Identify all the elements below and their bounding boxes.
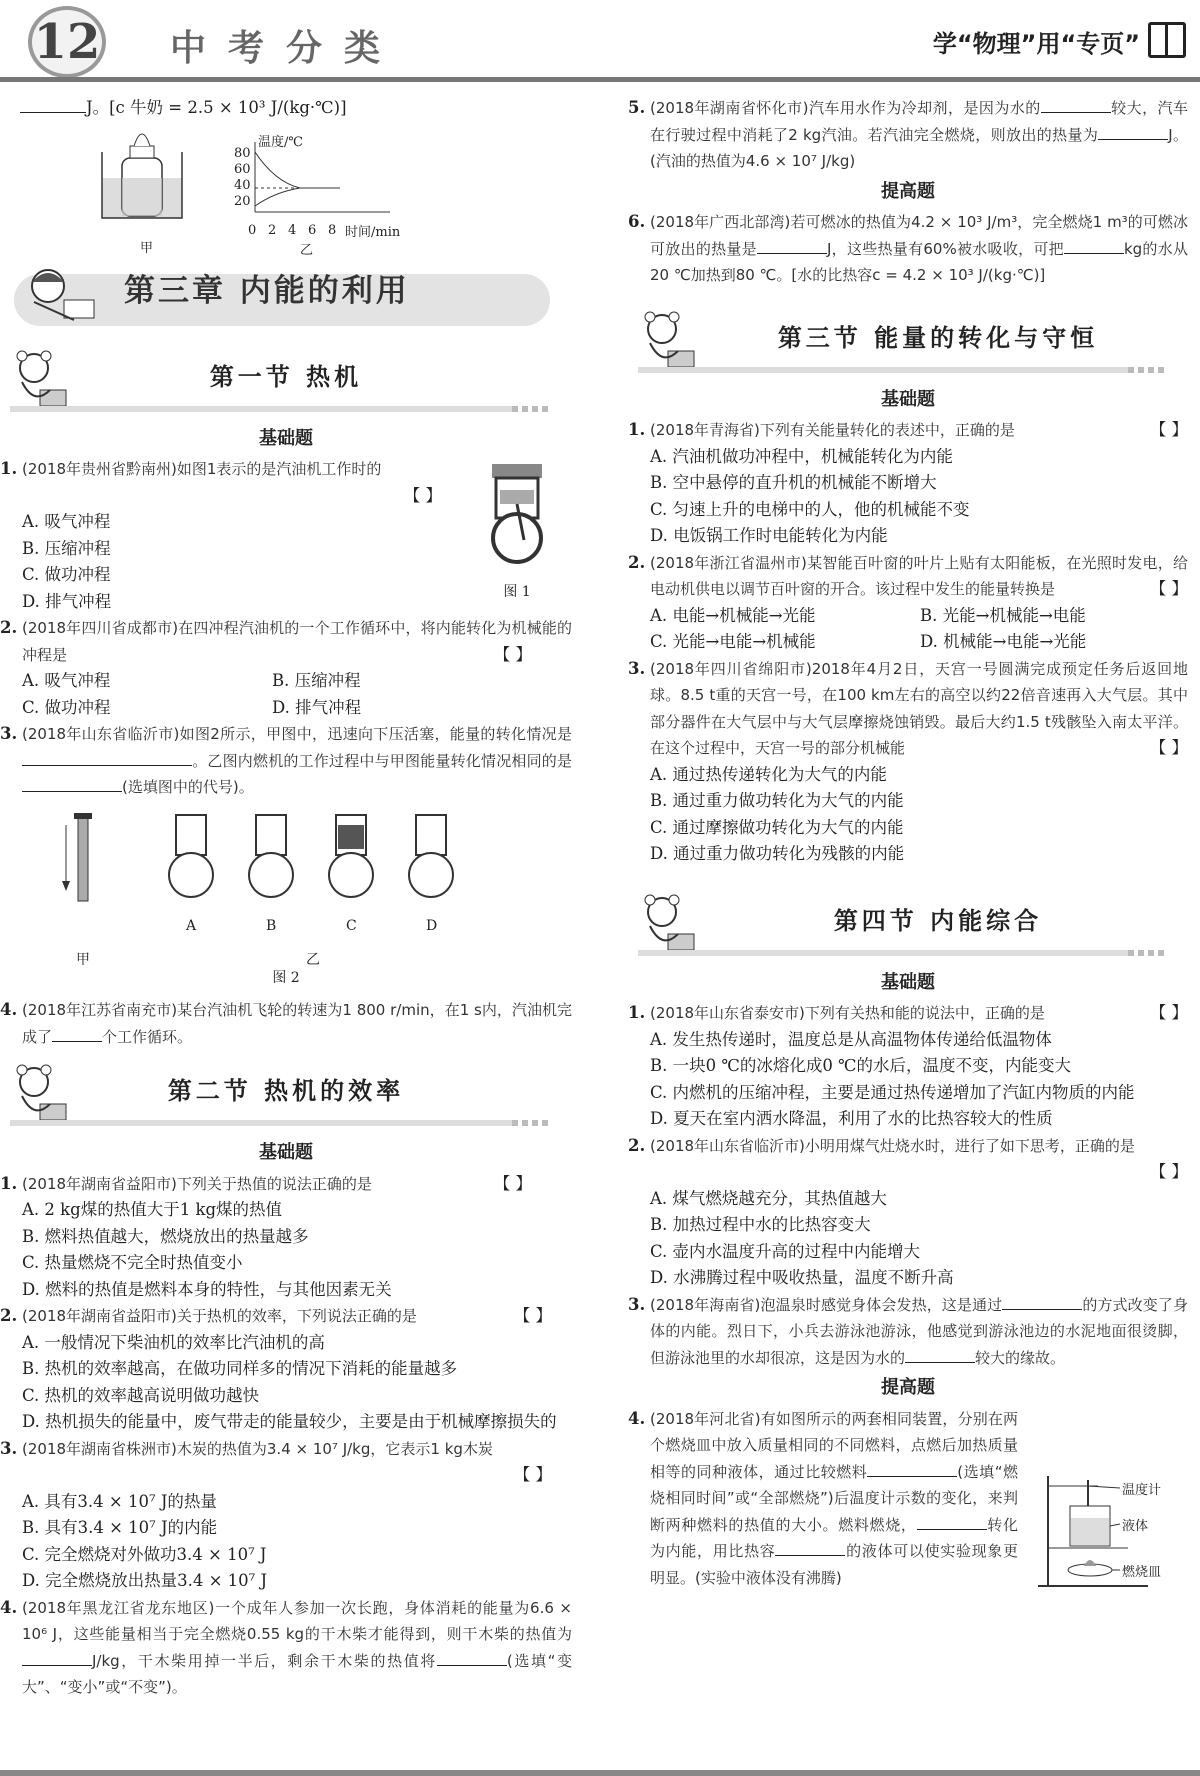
section-title: 第三节 能量的转化与守恒 bbox=[777, 323, 1099, 352]
question-text: (2018年湖南省株洲市)木炭的热值为3.4 × 10⁷ J/kg，它表示1 kg木炭 bbox=[22, 1439, 493, 1458]
question-text-part3: (选填“变大”、“变小”或“不变”)。 bbox=[22, 1651, 572, 1696]
label-burner-dish: 燃烧皿 bbox=[1122, 1564, 1162, 1580]
carry-over-text bbox=[0, 95, 572, 122]
question-text-part1: (2018年湖南省怀化市)汽车用水作为冷却剂，是因为水的 bbox=[650, 99, 1041, 117]
fig2-label-yi: 乙 bbox=[306, 951, 320, 968]
x-tick-2: 2 bbox=[268, 222, 277, 238]
question-6 bbox=[628, 209, 1188, 289]
question-text-part1: (2018年黑龙江省龙东地区)一个成年人参加一次长跑，身体消耗的能量为6.6 × 10⁶ J，这些能量相当于完全燃烧0.55 kg的干木柴才能得到，则干木柴的热值为 bbox=[22, 1598, 572, 1643]
option-b: B. 加热过程中水的比热容变大 bbox=[650, 1215, 871, 1234]
page-header bbox=[0, 0, 1200, 82]
fig2-label-b: B bbox=[266, 917, 277, 934]
question-text: (2018年贵州省黔南州)如图1表示的是汽油机工作时的 bbox=[22, 460, 382, 478]
option-c: C. 热量燃烧不完全时热值变小 bbox=[22, 1253, 243, 1272]
y-tick-60: 60 bbox=[234, 161, 251, 177]
options-row-2 bbox=[22, 695, 572, 722]
option-d: D. 完全燃烧放出热量3.4 × 10⁷ J bbox=[22, 1571, 268, 1590]
section-heading-2 bbox=[0, 1060, 572, 1136]
question-number: 6. bbox=[628, 212, 646, 231]
footer-rule bbox=[0, 1770, 1200, 1776]
answer-blank bbox=[437, 1648, 507, 1666]
question-number: 3. bbox=[0, 1438, 18, 1458]
answer-bracket: 【 】 bbox=[493, 1173, 532, 1193]
question-1-3 bbox=[0, 721, 572, 801]
question-text-part2: J，这些热量有60%被水吸收，可把 bbox=[826, 239, 1064, 258]
option-a: A. 吸气冲程 bbox=[22, 671, 111, 690]
question-text-part2: (选填“燃烧相同时间”或“全部燃烧”)后温度计示数的变化，来判断两种燃料的热值的大小。燃料燃烧， bbox=[650, 1462, 1018, 1534]
subheading-advanced: 提高题 bbox=[881, 1377, 935, 1398]
question-text-part1: (2018年山东省临沂市)如图2所示，甲图中，迅速向下压活塞，能量的转化情况是 bbox=[22, 725, 572, 743]
apparatus-figure bbox=[1028, 1466, 1188, 1596]
section-heading-3 bbox=[628, 307, 1188, 383]
section-title: 第一节 热机 bbox=[209, 362, 363, 391]
y-tick-80: 80 bbox=[234, 145, 251, 161]
section-divider bbox=[638, 367, 1168, 373]
header-title: 中考分类 bbox=[170, 28, 403, 69]
answer-blank bbox=[20, 95, 86, 113]
option-b: B. 一块0 ℃的冰熔化成0 ℃的水后，温度不变，内能变大 bbox=[650, 1056, 1072, 1075]
option-a: A. 汽油机做功冲程中，机械能转化为内能 bbox=[650, 446, 953, 466]
question-text-part1: (2018年海南省)泡温泉时感觉身体会发热，这是通过 bbox=[650, 1295, 1003, 1314]
option-b: B. 通过重力做功转化为大气的内能 bbox=[650, 791, 904, 810]
brand-logo: 学“物理”用“专页” bbox=[932, 30, 1140, 58]
question-3-2 bbox=[628, 550, 1188, 656]
fig-label-jia: 甲 bbox=[140, 240, 154, 256]
figure-1-caption: 图 1 bbox=[503, 583, 531, 600]
subheading-basic: 基础题 bbox=[881, 971, 935, 993]
option-b: B. 燃料热值越大，燃烧放出的热量越多 bbox=[22, 1226, 309, 1246]
subheading-basic: 基础题 bbox=[259, 427, 313, 449]
answer-blank bbox=[1041, 95, 1111, 113]
figure-burner-apparatus bbox=[1028, 1466, 1188, 1596]
option-d: D. 热机损失的能量中，废气带走的能量较少，主要是由于机械摩擦损失的 bbox=[22, 1412, 557, 1431]
question-3-1 bbox=[628, 417, 1188, 550]
answer-blank bbox=[905, 1345, 975, 1363]
question-2-3 bbox=[0, 1436, 572, 1595]
question-number: 4. bbox=[0, 1597, 18, 1617]
fig2-label-c: C bbox=[346, 917, 357, 934]
answer-bracket: 【 】 bbox=[493, 644, 532, 664]
x-tick-4: 4 bbox=[288, 222, 297, 238]
fig2-label-a: A bbox=[186, 917, 197, 934]
question-number: 3. bbox=[628, 1294, 646, 1314]
section-divider bbox=[10, 406, 552, 412]
option-c: C. 做功冲程 bbox=[22, 565, 111, 584]
question-1-4 bbox=[0, 997, 572, 1050]
answer-bracket: 【 】 bbox=[1149, 1162, 1188, 1181]
question-number: 1. bbox=[0, 459, 18, 478]
option-a: A. 电能→机械能→光能 bbox=[650, 605, 816, 625]
right-column bbox=[628, 95, 1188, 1591]
question-text-part1: (2018年河北省)有如图所示的两套相同装置，分别在两个燃烧皿中放入质量相同的不同燃料，点燃后加热质量相等的同种液体，通过比较燃料 bbox=[650, 1409, 1018, 1481]
question-number: 4. bbox=[0, 1000, 18, 1019]
page-number: 12 bbox=[28, 6, 106, 78]
question-text-part1: (2018年广西北部湾)若可燃冰的热值为4.2 × 10³ J/m³，完全燃烧1 m³的可燃冰可放出的热量是 bbox=[650, 213, 1188, 258]
question-text-part3: kg的水从20 ℃加热到80 ℃。[水的比热容c = 4.2 × 10³ J/(kg·℃)] bbox=[650, 239, 1188, 284]
option-c: C. 壶内水温度升高的过程中内能增大 bbox=[650, 1241, 921, 1261]
answer-blank bbox=[22, 774, 122, 792]
option-a: A. 通过热传递转化为大气的内能 bbox=[650, 764, 887, 784]
option-c: C. 内燃机的压缩冲程，主要是通过热传递增加了汽缸内物质的内能 bbox=[650, 1082, 1135, 1102]
answer-bracket: 【 】 bbox=[513, 1306, 552, 1325]
option-a: A. 具有3.4 × 10⁷ J的热量 bbox=[22, 1491, 217, 1511]
figure-milk-heating bbox=[0, 122, 572, 258]
question-2-4 bbox=[0, 1595, 572, 1701]
option-d: D. 夏天在室内洒水降温，利用了水的比热容较大的性质 bbox=[650, 1109, 1053, 1128]
question-4-1 bbox=[628, 1000, 1188, 1133]
options-row-2 bbox=[650, 629, 1188, 656]
question-4-2 bbox=[628, 1133, 1188, 1292]
chapter-title: 第三章 内能的利用 bbox=[124, 272, 410, 309]
section-divider bbox=[638, 950, 1168, 956]
fig2-label-d: D bbox=[426, 917, 438, 934]
answer-blank bbox=[757, 236, 827, 254]
answer-blank bbox=[1098, 122, 1168, 140]
girl-reading-icon bbox=[14, 260, 110, 336]
answer-bracket: 【 】 bbox=[1149, 579, 1188, 598]
option-b: B. 光能→机械能→电能 bbox=[920, 605, 1086, 625]
question-text: (2018年四川省成都市)在四冲程汽油机的一个工作循环中，将内能转化为机械能的冲程是 bbox=[22, 619, 572, 664]
question-4-4 bbox=[628, 1406, 1188, 1592]
question-number: 3. bbox=[0, 724, 18, 743]
option-b: B. 热机的效率越高，在做功同样多的情况下消耗的能量越多 bbox=[22, 1359, 458, 1378]
subheading-basic: 基础题 bbox=[259, 1142, 313, 1163]
question-number: 2. bbox=[0, 1306, 18, 1325]
section-heading-4 bbox=[628, 890, 1188, 966]
option-a: A. 一般情况下柴油机的效率比汽油机的高 bbox=[22, 1332, 325, 1352]
question-text-part2: 个工作循环。 bbox=[102, 1027, 193, 1046]
question-text: (2018年青海省)下列有关能量转化的表述中，正确的是 bbox=[650, 421, 1015, 439]
question-2-1 bbox=[0, 1171, 572, 1304]
option-a: A. 煤气燃烧越充分，其热值越大 bbox=[650, 1188, 887, 1208]
question-2-2 bbox=[0, 1303, 572, 1436]
answer-blank bbox=[867, 1459, 957, 1477]
section-divider bbox=[10, 1120, 552, 1126]
question-text-part3: J。(汽油的热值为4.6 × 10⁷ J/kg) bbox=[650, 125, 1188, 170]
header-rule bbox=[0, 77, 1200, 82]
option-d: D. 燃料的热值是燃料本身的特性，与其他因素无关 bbox=[22, 1279, 392, 1299]
chapter-banner bbox=[0, 260, 572, 336]
question-text: (2018年山东省泰安市)下列有关热和能的说法中，正确的是 bbox=[650, 1004, 1045, 1022]
x-tick-8: 8 bbox=[328, 222, 337, 238]
answer-blank bbox=[22, 1648, 92, 1666]
engine-cylinder-figure bbox=[482, 460, 552, 570]
option-d: D. 电饭锅工作时电能转化为内能 bbox=[650, 526, 888, 545]
question-text-part3: 较大的缘故。 bbox=[975, 1348, 1066, 1367]
option-c: C. 光能→电能→机械能 bbox=[650, 632, 816, 651]
section-heading-1 bbox=[0, 346, 572, 422]
answer-blank bbox=[917, 1512, 987, 1530]
fig-label-yi: 乙 bbox=[300, 242, 314, 258]
carry-text: J。[c 牛奶 = 2.5 × 10³ J/(kg·℃)] bbox=[86, 98, 347, 117]
figure-2-caption: 图 2 bbox=[272, 969, 300, 986]
option-d: D. 通过重力做功转化为残骸的内能 bbox=[650, 844, 905, 863]
book-icon bbox=[1148, 22, 1186, 58]
question-text: (2018年湖南省益阳市)关于热机的效率，下列说法正确的是 bbox=[22, 1307, 417, 1325]
option-b: B. 压缩冲程 bbox=[22, 538, 111, 558]
figure-2 bbox=[0, 801, 572, 971]
option-a: A. 吸气冲程 bbox=[22, 512, 111, 531]
subheading-advanced: 提高题 bbox=[881, 180, 935, 202]
question-text-part2: 较大，汽车在行驶过程中消耗了2 kg汽油。若汽油完全燃烧，则放出的热量为 bbox=[650, 99, 1188, 144]
answer-bracket: 【 】 bbox=[513, 1465, 552, 1484]
question-number: 3. bbox=[628, 658, 646, 678]
question-text-part2: 的方式改变了身体的内能。烈日下，小兵去游泳池游泳，他感觉到游泳池边的水泥地面很烫脚，但游泳池里的水却很凉，这是因为水的 bbox=[650, 1295, 1188, 1367]
option-d: D. 机械能→电能→光能 bbox=[920, 632, 1087, 651]
answer-bracket: 【 】 bbox=[403, 485, 442, 505]
answer-bracket: 【 】 bbox=[1149, 738, 1188, 757]
option-d: D. 水沸腾过程中吸收热量，温度不断升高 bbox=[650, 1268, 954, 1287]
question-number: 1. bbox=[0, 1173, 18, 1193]
option-a: A. 2 kg煤的热值大于1 kg煤的热值 bbox=[22, 1200, 283, 1219]
label-thermometer: 温度计 bbox=[1122, 1482, 1162, 1498]
question-text: (2018年湖南省益阳市)下列关于热值的说法正确的是 bbox=[22, 1174, 372, 1193]
left-column bbox=[0, 95, 572, 1701]
option-b: B. 空中悬停的直升机的机械能不断增大 bbox=[650, 473, 937, 492]
section-title: 第二节 热机的效率 bbox=[167, 1077, 405, 1105]
question-3-3 bbox=[628, 656, 1188, 868]
question-text: (2018年浙江省温州市)某智能百叶窗的叶片上贴有太阳能板，在光照时发电，给电动机供电以调节百叶窗的开合。该过程中发生的能量转换是 bbox=[650, 553, 1188, 598]
question-number: 2. bbox=[628, 1135, 646, 1155]
question-text-part3: 转化为内能，用比热容 bbox=[650, 1515, 1018, 1560]
question-number: 5. bbox=[628, 98, 646, 117]
option-d: D. 排气冲程 bbox=[272, 697, 362, 717]
question-number: 4. bbox=[628, 1408, 646, 1428]
question-4-3 bbox=[628, 1292, 1188, 1372]
answer-bracket: 【 】 bbox=[1149, 420, 1188, 439]
question-text-part1: (2018年江苏省南充市)某台汽油机飞轮的转速为1 800 r/min，在1 s内，汽油机完成了 bbox=[22, 1001, 572, 1046]
y-tick-40: 40 bbox=[234, 177, 251, 193]
answer-blank bbox=[22, 748, 192, 766]
question-text-part3: (选填图中的代号)。 bbox=[122, 778, 254, 796]
options-row-1 bbox=[22, 668, 572, 695]
four-stroke-engines-figure bbox=[0, 805, 572, 945]
answer-blank bbox=[1064, 236, 1124, 254]
option-b: B. 具有3.4 × 10⁷ J的内能 bbox=[22, 1518, 218, 1537]
answer-bracket: 【 】 bbox=[1149, 1003, 1188, 1022]
question-number: 2. bbox=[628, 552, 646, 572]
x-tick-0: 0 bbox=[248, 222, 257, 238]
x-tick-6: 6 bbox=[308, 222, 317, 238]
option-c: C. 通过摩擦做功转化为大气的内能 bbox=[650, 817, 904, 837]
option-a: A. 发生热传递时，温度总是从高温物体传递给低温物体 bbox=[650, 1029, 1052, 1049]
option-c: C. 完全燃烧对外做功3.4 × 10⁷ J bbox=[22, 1544, 267, 1564]
option-c: C. 热机的效率越高说明做功越快 bbox=[22, 1385, 260, 1405]
question-text-part4: 的液体可以使实验现象更明显。(实验中液体没有沸腾) bbox=[650, 1542, 1018, 1587]
answer-blank bbox=[1002, 1292, 1082, 1310]
question-5 bbox=[628, 95, 1188, 175]
fig2-label-jia: 甲 bbox=[76, 951, 90, 968]
option-b: B. 压缩冲程 bbox=[272, 671, 361, 690]
section-title: 第四节 内能综合 bbox=[833, 906, 1043, 935]
question-text: (2018年山东省临沂市)小明用煤气灶烧水时，进行了如下思考，正确的是 bbox=[650, 1136, 1135, 1155]
question-1-1 bbox=[0, 456, 572, 615]
option-c: C. 匀速上升的电梯中的人，他的机械能不变 bbox=[650, 499, 970, 519]
subheading-basic: 基础题 bbox=[881, 388, 935, 410]
y-tick-20: 20 bbox=[234, 193, 251, 209]
y-axis-label: 温度/℃ bbox=[258, 134, 303, 150]
question-1-2 bbox=[0, 615, 572, 721]
question-number: 2. bbox=[0, 618, 18, 637]
question-number: 1. bbox=[628, 1003, 646, 1022]
figure-1 bbox=[482, 460, 552, 605]
question-text: (2018年四川省绵阳市)2018年4月2日，天宫一号圆满完成预定任务后返回地球。8.5 t重的天宫一号，在100 km左右的高空以约22倍音速再入大气层。其中部分器件在大气层中与大气层摩擦烧蚀销毁。最后大约1.5 t残骸坠入南太平洋。在这个过程中，天宫一号的部分机械能 bbox=[650, 659, 1188, 757]
option-d: D. 排气冲程 bbox=[22, 591, 112, 611]
answer-blank bbox=[775, 1538, 845, 1556]
question-text-part2: 。乙图内燃机的工作过程中与甲图能量转化情况相同的是 bbox=[192, 751, 572, 770]
question-number: 1. bbox=[628, 420, 646, 439]
options-row-1 bbox=[650, 603, 1188, 630]
x-axis-label: 时间/min bbox=[345, 224, 401, 240]
option-c: C. 做功冲程 bbox=[22, 697, 111, 717]
answer-blank bbox=[52, 1024, 102, 1042]
question-text-part2: J/kg，干木柴用掉一半后，剩余干木柴的热值将 bbox=[92, 1651, 437, 1670]
label-liquid: 液体 bbox=[1122, 1518, 1149, 1534]
